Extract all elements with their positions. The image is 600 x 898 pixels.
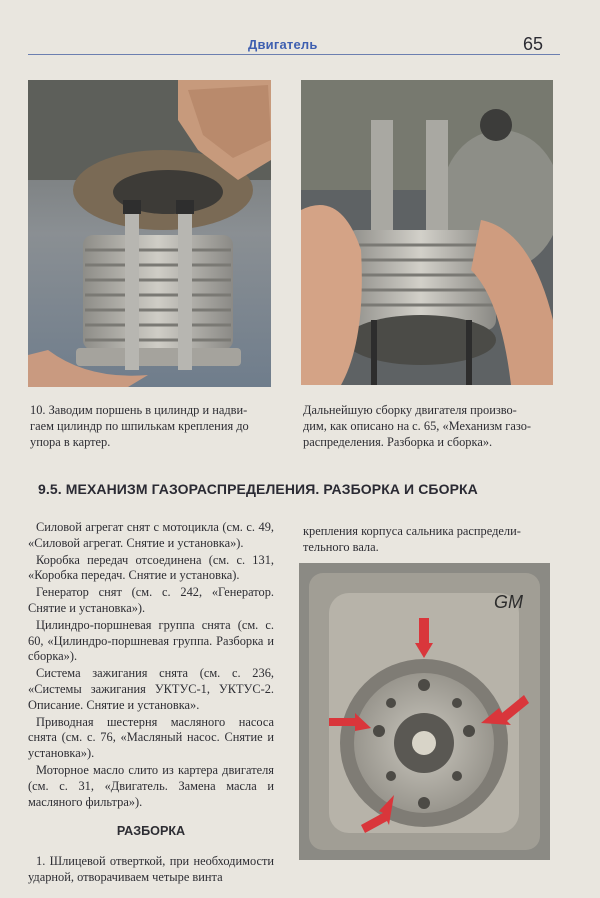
caption-right-line: Дальнейшую сборку двигателя произво- (303, 403, 517, 417)
photo-cylinder-installed (301, 80, 553, 385)
prerequisite-paragraph: Генератор снят (см. с. 242, «Генератор. Снятие и установка»). (28, 585, 274, 615)
caption-left-line: 10. Заводим поршень в цилиндр и надви- (30, 403, 248, 417)
caption-left-line: упора в картер. (30, 435, 111, 449)
photo-cylinder-mounting (28, 80, 271, 387)
section-heading: 9.5. МЕХАНИЗМ ГАЗОРАСПРЕДЕЛЕНИЯ. РАЗБОРКА И СБОРКА (38, 481, 478, 497)
body-right-line: тельного вала. (303, 539, 379, 554)
body-right-line: крепления корпуса сальника распредели- (303, 524, 521, 538)
prerequisite-paragraph: Коробка передач отсоединена (см. с. 131, «Коробка передач. Снятие и установка). (28, 552, 274, 583)
prerequisite-paragraph: Силовой агрегат снят с мотоцикла (см. с. 49, «Силовой агрегат. Снятие и установка»). (28, 520, 274, 550)
photo-oil-seal-housing (299, 563, 550, 860)
caption-left (30, 402, 276, 450)
running-header: Двигатель (248, 37, 318, 52)
prerequisite-paragraph: Приводная шестерня масляного насоса снята (см. с. 76, «Масляный насос. Снятие и установка»). (28, 714, 274, 761)
engine-cylinder-installed-photo-icon (301, 80, 553, 385)
body-column-left (28, 520, 274, 887)
prerequisite-paragraph: Цилиндро-поршневая группа снята (см. с. 60, «Цилиндро-поршневая группа. Разборка и сборка»). (28, 617, 274, 664)
housing-marking: GM (494, 592, 523, 612)
caption-right (303, 402, 553, 450)
caption-left-line: гаем цилиндр по шпилькам крепления до (30, 419, 249, 433)
body-column-right (303, 524, 553, 556)
caption-right-line: дим, как описано на с. 65, «Механизм газо- (303, 419, 532, 433)
prerequisite-paragraph: Система зажигания снята (см. с. 236, «Системы зажигания УКТУС-1, УКТУС-2. Описание. Снятие и установка». (28, 666, 274, 712)
step-1-paragraph: 1. Шлицевой отверткой, при необходимости ударной, отворачиваем четыре винта (28, 854, 274, 884)
page-number: 65 (523, 34, 544, 54)
engine-cylinder-mount-photo-icon (28, 80, 271, 387)
caption-right-line: распределения. Разборка и сборка». (303, 435, 493, 449)
prerequisite-paragraph: Моторное масло слито из картера двигателя (см. с. 31, «Двигатель. Замена масла и масляного фильтра»). (28, 762, 274, 809)
disassembly-subheading: РАЗБОРКА (116, 824, 186, 839)
oil-seal-housing-photo-icon (299, 563, 550, 860)
